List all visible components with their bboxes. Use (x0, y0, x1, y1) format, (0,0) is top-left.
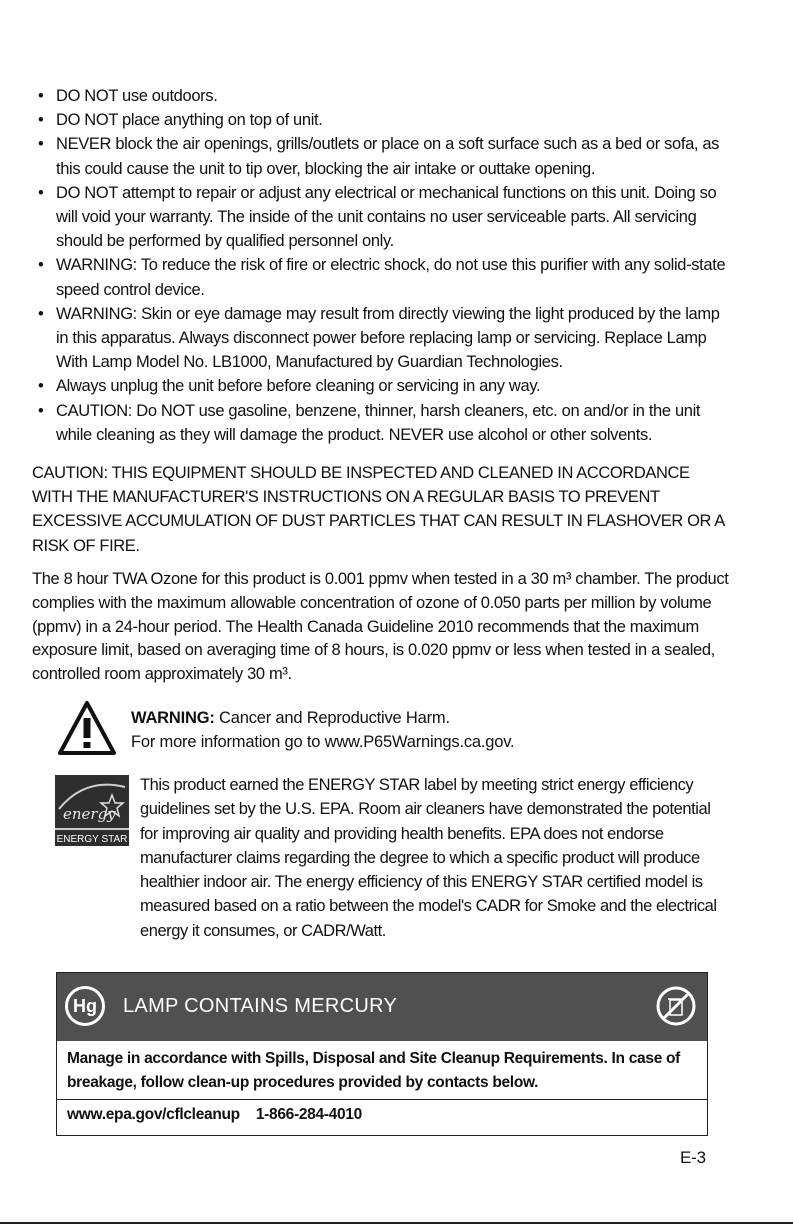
mercury-divider (57, 1099, 707, 1100)
safety-bullet: • DO NOT place anything on top of unit. (32, 108, 732, 132)
page-number: E-3 (680, 1148, 706, 1167)
safety-bullet: • NEVER block the air openings, grills/outlets or place on a soft surface such as a bed or sofa, as this could cause the unit to tip over, blocking the air intake or outtake opening. (32, 132, 732, 180)
caution-caps-paragraph: CAUTION: THIS EQUIPMENT SHOULD BE INSPECTED AND CLEANED IN ACCORDANCE WITH THE MANUFACTURER'S INSTRUCTIONS ON A REGULAR BASIS TO PREVENT EXCESSIVE ACCUMULATION OF DUST PARTICLES THAT CAN RESULT IN FLASHOVER OR A RISK OF FIRE. (32, 464, 724, 555)
energy-star-logo-icon (55, 775, 129, 846)
safety-bullet: • DO NOT use outdoors. (32, 84, 732, 108)
safety-bullet-list (32, 84, 732, 447)
p65-warning-label: WARNING: (131, 709, 215, 727)
energy-star-script: energy (63, 805, 116, 823)
hg-icon: Hg (65, 986, 105, 1026)
safety-bullet: • WARNING: Skin or eye damage may result from directly viewing the light produced by the lamp in this apparatus. Always disconnect power before replacing lamp or servicing. Replace Lamp With Lamp Model No. LB1000, Manufactured by Guardian Technologies. (32, 302, 732, 375)
p65-more-info: For more information go to www.P65Warnings.ca.gov. (131, 733, 515, 751)
safety-bullet: • WARNING: To reduce the risk of fire or electric shock, do not use this purifier with any solid-state speed control device. (32, 253, 732, 301)
epa-cleanup-link[interactable]: www.epa.gov/cflcleanup (67, 1106, 240, 1123)
mercury-notice-box (56, 972, 708, 1136)
no-trash-bin-icon (655, 985, 697, 1027)
energy-star-band-text: ENERGY STAR (56, 834, 128, 845)
warning-triangle-icon (57, 700, 117, 756)
mercury-title: LAMP CONTAINS MERCURY (123, 995, 398, 1017)
p65-warning (131, 706, 514, 754)
ozone-paragraph: The 8 hour TWA Ozone for this product is 0.001 ppmv when tested in a 30 m³ chamber. The product complies with the maximum allowable concentration of ozone of 0.050 parts per million by volume (ppmv) in a 24-hour period. The Health Canada Guideline 2010 recommends that the maximum exposure limit, based on averaging time of 8 hours, is 0.020 ppmv or less when tested in a sealed, controlled room approximately 30 m³. (32, 570, 729, 684)
page-bottom-rule (0, 1222, 793, 1224)
p65-warning-text: Cancer and Reproductive Harm. (219, 709, 450, 727)
mercury-instructions: Manage in accordance with Spills, Disposal and Site Cleanup Requirements. In case of breakage, follow clean-up procedures provided by contacts below. (67, 1050, 681, 1091)
safety-bullet: • DO NOT attempt to repair or adjust any electrical or mechanical functions on this unit. Doing so will void your warranty. The inside of the unit contains no user serviceable parts. All servicing should be performed by qualified personnel only. (32, 181, 732, 254)
safety-bullet: • Always unplug the unit before before cleaning or servicing in any way. (32, 374, 732, 398)
energy-star-paragraph: This product earned the ENERGY STAR label by meeting strict energy efficiency guidelines set by the U.S. EPA. Room air cleaners have demonstrated the potential for improving air quality and providing health benefits. EPA does not endorse manufacturer claims regarding the degree to which a specific product will produce healthier indoor air. The energy efficiency of this ENERGY STAR certified model is measured based on a ratio between the model's CADR for Smoke and the electrical energy it consumes, or CADR/Watt. (140, 776, 717, 940)
mercury-header-bar (57, 973, 707, 1041)
epa-phone-number: 1-866-284-4010 (255, 1106, 362, 1123)
safety-bullet: • CAUTION: Do NOT use gasoline, benzene, thinner, harsh cleaners, etc. on and/or in the unit while cleaning as they will damage the product. NEVER use alcohol or other solvents. (32, 399, 732, 447)
mercury-contacts (67, 1101, 362, 1129)
